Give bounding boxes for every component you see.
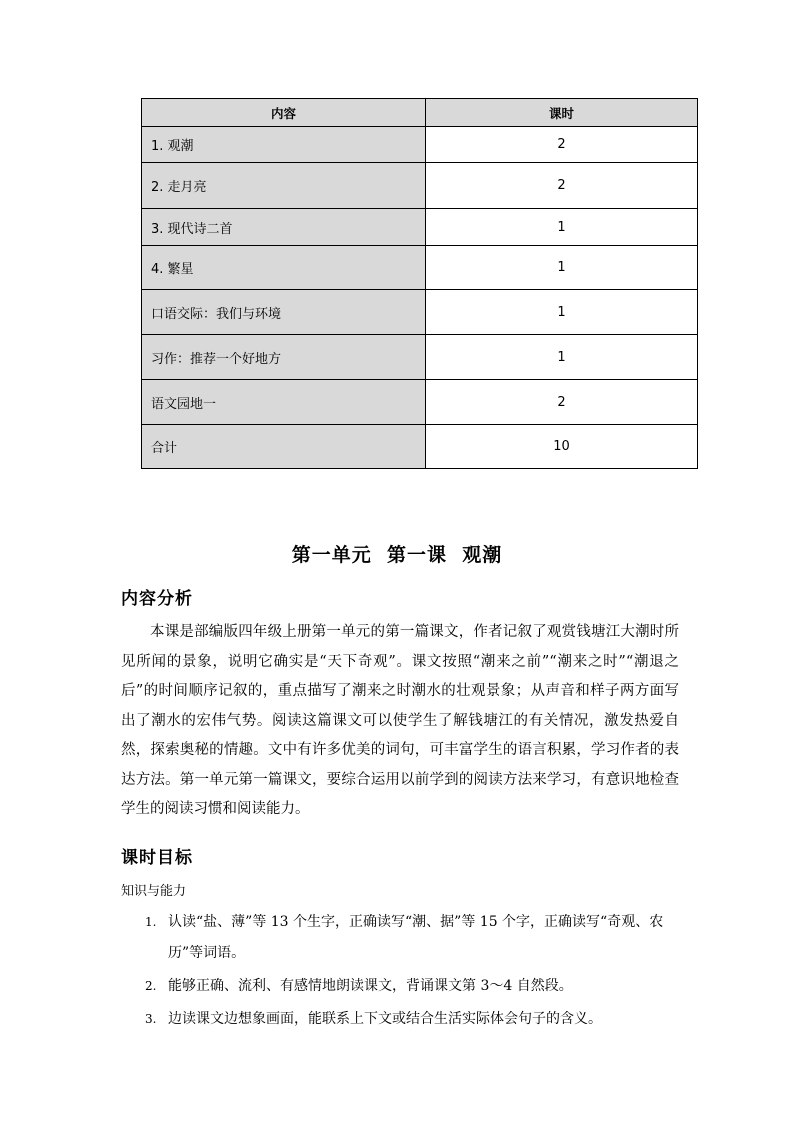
row-hours: 10 [426, 425, 698, 469]
row-content: 2. 走月亮 [142, 163, 426, 209]
row-hours: 1 [426, 290, 698, 335]
row-content: 4. 繁星 [142, 246, 426, 290]
table-row [142, 163, 698, 209]
row-hours: 2 [426, 163, 698, 209]
list-item [121, 1004, 691, 1035]
row-content: 3. 现代诗二首 [142, 209, 426, 246]
row-content: 语文园地一 [142, 380, 426, 425]
item-text: 认读“盐、薄”等 13 个生字，正确读写“潮、据”等 15 个字，正确读写“奇观、农历”等词语。 [168, 914, 664, 961]
header-hours: 课时 [426, 99, 698, 127]
table-row [142, 209, 698, 246]
content-analysis-heading: 内容分析 [121, 589, 193, 609]
item-number: 2. [145, 979, 157, 993]
row-hours: 2 [426, 127, 698, 163]
table-row [142, 380, 698, 425]
knowledge-ability-subheading: 知识与能力 [121, 884, 187, 899]
table-header-row [142, 99, 698, 127]
content-analysis-paragraph: 本课是部编版四年级上册第一单元的第一篇课文，作者记叙了观赏钱塘江大潮时所见所闻的景象，说明它确实是“天下奇观”。课文按照“潮来之前”“潮来之时”“潮退之后”的时间顺序记叙的，重点描写了潮来之时潮水的壮观景象；从声音和样子两方面写出了潮水的宏伟气势。阅读这篇课文可以使学生了解钱塘江的有关情况，激发热爱自然，探索奥秘的情趣。文中有许多优美的词句，可丰富学生的语言积累，学习作者的表达方法。第一单元第一篇课文，要综合运用以前学到的阅读方法来学习，有意识地检查学生的阅读习惯和阅读能力。 [121, 624, 679, 817]
header-content: 内容 [142, 99, 426, 127]
item-number: 1. [145, 915, 157, 929]
row-hours: 1 [426, 246, 698, 290]
item-number: 3. [145, 1012, 157, 1026]
row-hours: 2 [426, 380, 698, 425]
row-content: 习作：推荐一个好地方 [142, 335, 426, 380]
lesson-title: 第一单元 第一课 观潮 [291, 544, 503, 566]
table-row [142, 290, 698, 335]
item-text: 边读课文边想象画面，能联系上下文或结合生活实际体会句子的含义。 [168, 1011, 602, 1027]
row-content: 合计 [142, 425, 426, 469]
list-item [121, 907, 691, 969]
row-hours: 1 [426, 335, 698, 380]
row-hours: 1 [426, 209, 698, 246]
table-row [142, 335, 698, 380]
list-item [121, 971, 691, 1002]
lesson-schedule-table [141, 98, 698, 469]
objectives-heading: 课时目标 [121, 848, 193, 868]
item-text: 能够正确、流利、有感情地朗读课文，背诵课文第 3～4 自然段。 [168, 978, 573, 994]
table-row [142, 246, 698, 290]
row-content: 1. 观潮 [142, 127, 426, 163]
row-content: 口语交际：我们与环境 [142, 290, 426, 335]
table-row [142, 425, 698, 469]
objectives-list [121, 907, 691, 1037]
table-row [142, 127, 698, 163]
